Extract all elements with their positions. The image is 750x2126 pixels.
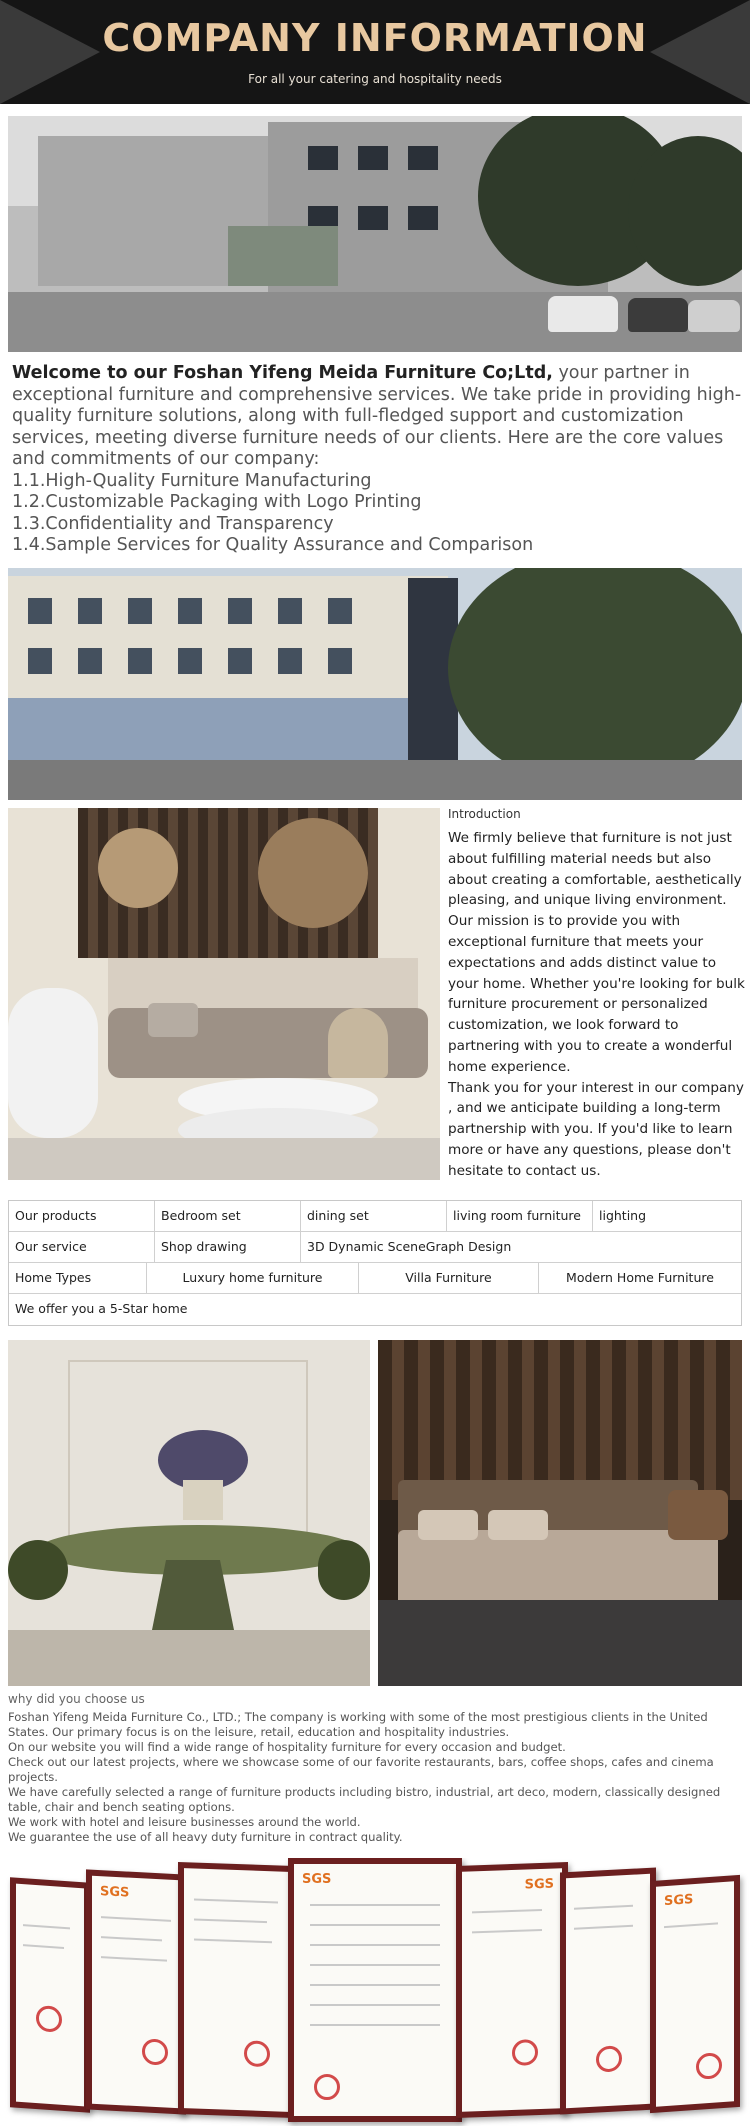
header-banner — [0, 0, 750, 104]
core-value-item: 1.4.Sample Services for Quality Assurance and Comparison — [12, 535, 534, 555]
certificate-frame — [288, 1858, 462, 2122]
table-row — [9, 1294, 741, 1325]
welcome-body: your partner in exceptional furniture and comprehensive services. We take pride in providing high-quality furniture solutions, along with full-fledged support and customization services, meeting diverse furniture needs of our clients. Here are the core values and commitments of our company: — [12, 363, 742, 469]
certificate-brand: SGS — [524, 1876, 554, 1893]
dining-room-photo — [8, 1340, 370, 1686]
why-line: Foshan Yifeng Meida Furniture Co., LTD.; The company is working with some of the most prestigious clients in the United States. Our primary focus is on the leisure, retail, education and hospitality industries. — [8, 1710, 708, 1739]
table-cell: Our service — [9, 1232, 155, 1262]
table-cell: Bedroom set — [155, 1201, 301, 1231]
why-choose-text — [8, 1710, 738, 1845]
why-line: On our website you will find a wide range of hospitality furniture for every occasion and budget. — [8, 1740, 566, 1754]
introduction-text — [448, 828, 748, 1182]
certificate-frame — [178, 1862, 294, 2118]
introduction-title: Introduction — [448, 807, 521, 821]
why-line: We work with hotel and leisure businesses around the world. — [8, 1815, 361, 1829]
table-cell: lighting — [599, 1208, 647, 1223]
certificate-brand: SGS — [100, 1884, 130, 1901]
table-cell: Home Types — [9, 1263, 147, 1293]
core-value-item: 1.1.High-Quality Furniture Manufacturing — [12, 470, 372, 491]
bedroom-photo — [378, 1340, 742, 1686]
introduction-paragraph: Thank you for your interest in our company , and we anticipate building a long-term partnership with you. If you'd like to learn more or have any questions, please don't hesitate to contact us. — [448, 1079, 744, 1179]
page-title: COMPANY INFORMATION — [102, 16, 648, 60]
certificates-gallery — [0, 1858, 750, 2126]
certificate-frame — [10, 1877, 90, 2113]
table-cell: Shop drawing — [155, 1232, 301, 1262]
welcome-text — [12, 363, 742, 557]
why-line: Check out our latest projects, where we showcase some of our favorite restaurants, bars, coffee shops, cafes and cinema projects. — [8, 1755, 714, 1784]
table-row — [9, 1232, 741, 1263]
core-value-item: 1.3.Confidentiality and Transparency — [12, 513, 334, 534]
table-cell: Our products — [9, 1201, 155, 1231]
product-table — [8, 1200, 742, 1326]
certificate-brand: SGS — [664, 1892, 694, 1910]
table-cell: living room furniture — [447, 1201, 593, 1231]
certificate-frame — [456, 1862, 568, 2118]
welcome-lead: Welcome to our Foshan Yifeng Meida Furniture Co;Ltd, — [12, 363, 553, 383]
core-value-item: 1.2.Customizable Packaging with Logo Printing — [12, 492, 422, 512]
table-cell: We offer you a 5-Star home — [15, 1301, 188, 1316]
table-cell: Villa Furniture — [359, 1263, 539, 1293]
why-line: We have carefully selected a range of furniture products including bistro, industrial, art deco, modern, classically designed table, chair and bench seating options. — [8, 1785, 721, 1814]
certificate-brand: SGS — [302, 1872, 332, 1887]
table-row — [9, 1201, 741, 1232]
factory-exterior-photo — [8, 116, 742, 352]
why-choose-title: why did you choose us — [8, 1692, 145, 1706]
table-row — [9, 1263, 741, 1294]
table-cell: Modern Home Furniture — [566, 1270, 714, 1285]
factory-building-photo — [8, 568, 742, 800]
table-cell: 3D Dynamic SceneGraph Design — [307, 1239, 512, 1254]
certificate-frame — [560, 1867, 656, 2114]
certificate-frame — [650, 1875, 740, 2113]
why-line: We guarantee the use of all heavy duty furniture in contract quality. — [8, 1830, 403, 1844]
living-room-photo — [8, 808, 440, 1180]
introduction-paragraph: We firmly believe that furniture is not just about fulfilling material needs but also about creating a comfortable, aesthetically pleasing, and unique living environment. Our mission is to provide you with exceptional furniture that meets your expectations and adds distinct value to your home. Whether you're looking for bulk furniture procurement or personalized customization, we look forward to partnering with you to create a wonderful home experience. — [448, 830, 745, 1075]
page-subtitle: For all your catering and hospitality needs — [248, 72, 502, 86]
certificate-frame — [86, 1869, 186, 2114]
table-cell: Luxury home furniture — [147, 1263, 359, 1293]
table-cell: dining set — [301, 1201, 447, 1231]
